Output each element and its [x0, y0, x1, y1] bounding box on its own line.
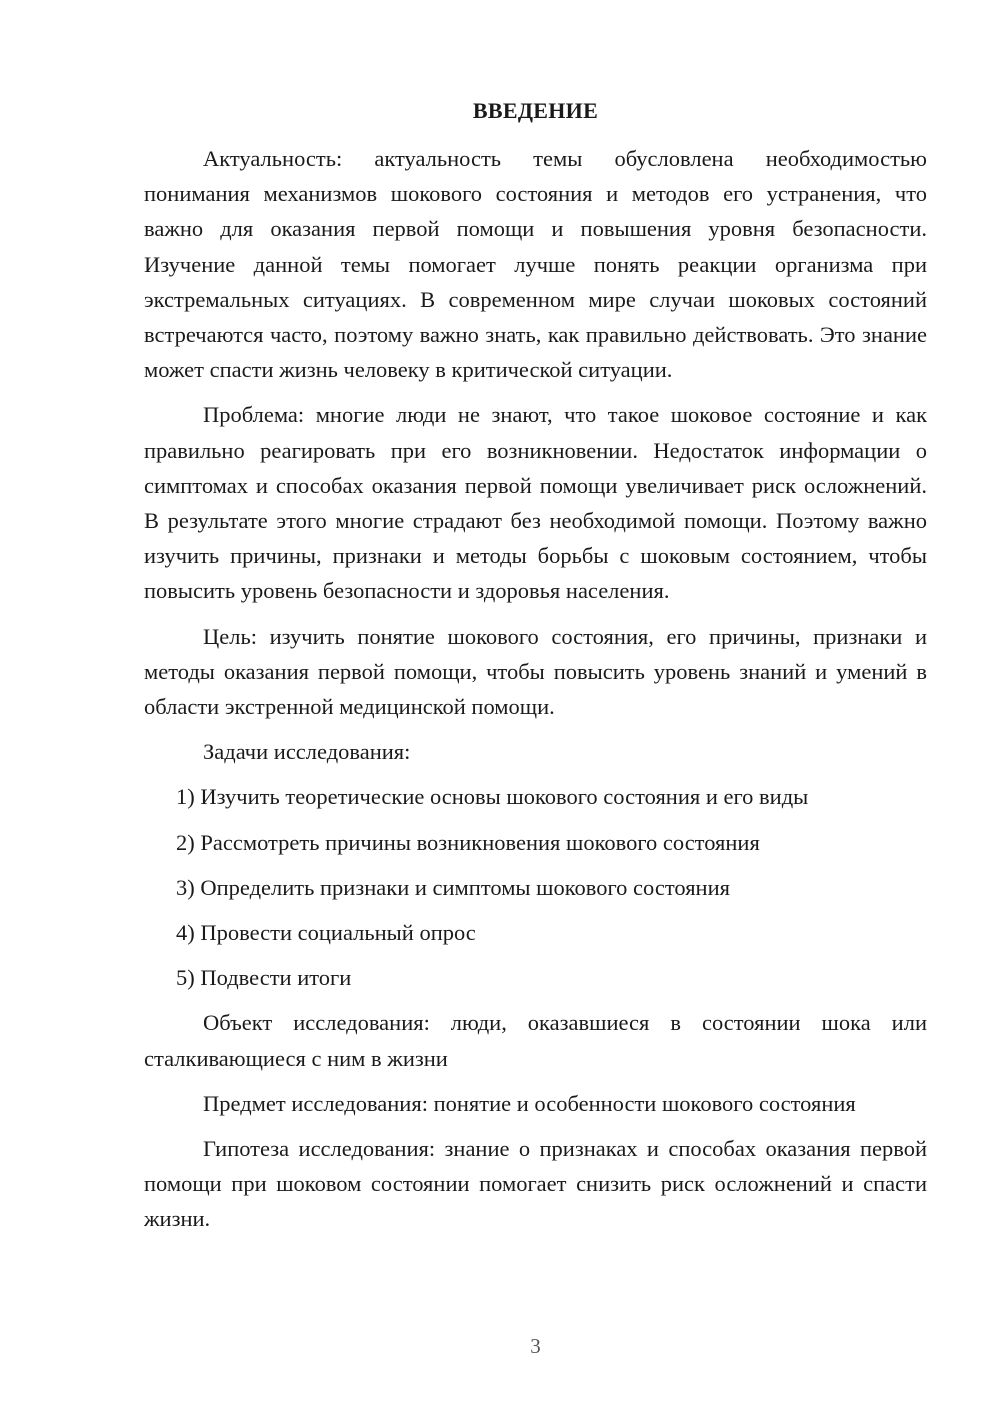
object-paragraph: Объект исследования: люди, оказавшиеся в состоянии шока или сталкивающиеся с ним в жизни [144, 1010, 927, 1071]
tasks-heading: Задачи исследования: [203, 739, 411, 765]
problem-paragraph: Проблема: многие люди не знают, что такое шоковое состояние и как правильно реагировать при его возникновении. Недостаток информации о симптомах и способах оказания первой помощи увеличивает риск осложнений. В результате этого многие страдают без необходимой помощи. Поэтому важно изучить причины, признаки и методы борьбы с шоковым состоянием, чтобы повысить уровень безопасности и здоровья населения. [144, 402, 927, 604]
task-item: 5) Подвести итоги [176, 965, 352, 991]
document-body [144, 141, 927, 1247]
hypothesis-paragraph: Гипотеза исследования: знание о признаках и способах оказания первой помощи при шоковом состоянии помогает снизить риск осложнений и спасти жизни. [144, 1136, 927, 1232]
task-item: 2) Рассмотреть причины возникновения шокового состояния [176, 829, 760, 855]
subject-paragraph: Предмет исследования: понятие и особенности шокового состояния [203, 1090, 856, 1116]
relevance-paragraph: Актуальность: актуальность темы обусловлена необходимостью понимания механизмов шокового состояния и методов его устранения, что важно для оказания первой помощи и повышения уровня безопасности. Изучение данной темы помогает лучше понять реакции организма при экстремальных ситуациях. В современном мире случаи шоковых состояний встречаются часто, поэтому важно знать, как правильно действовать. Это знание может спасти жизнь человеку в критической ситуации. [144, 146, 927, 383]
task-item: 1) Изучить теоретические основы шокового состояния и его виды [176, 784, 809, 810]
page-title: ВВЕДЕНИЕ [472, 98, 599, 123]
task-item: 3) Определить признаки и симптомы шокового состояния [176, 874, 730, 900]
page-number: 3 [530, 1334, 541, 1358]
tasks-list [144, 779, 927, 995]
task-item: 4) Провести социальный опрос [176, 920, 476, 946]
goal-paragraph: Цель: изучить понятие шокового состояния, его причины, признаки и методы оказания первой помощи, чтобы повысить уровень знаний и умений в области экстренной медицинской помощи. [144, 623, 927, 720]
document-page [144, 0, 927, 1414]
